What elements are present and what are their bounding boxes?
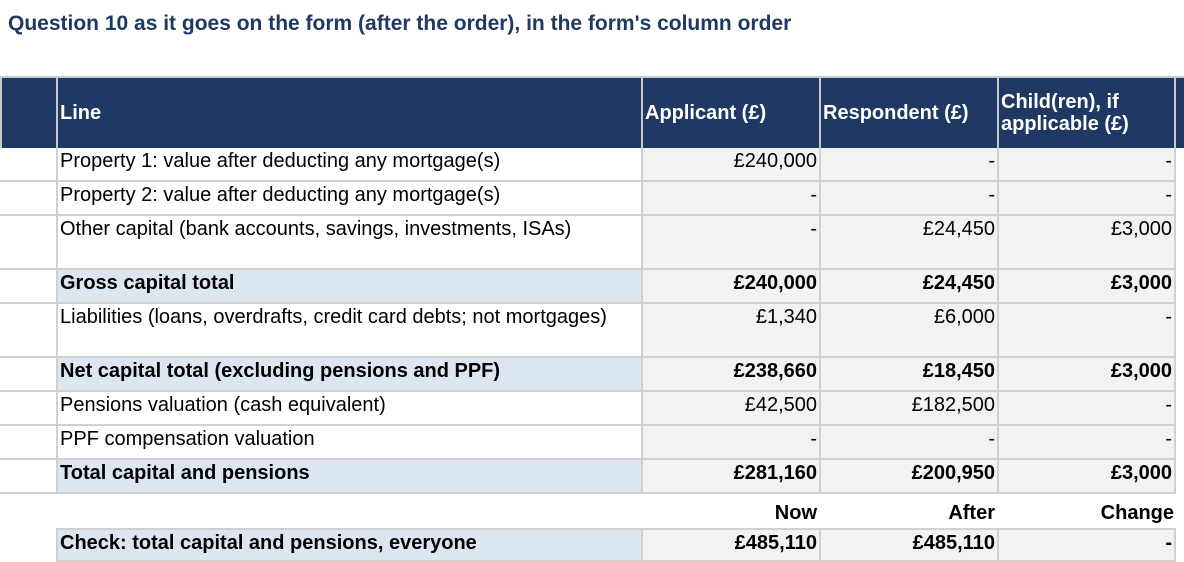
respondent-value: - <box>819 426 997 460</box>
row-spacer <box>0 270 56 304</box>
row-spacer <box>0 182 56 216</box>
column-header-children: Child(ren), if applicable (£) <box>997 78 1176 148</box>
respondent-value: £24,450 <box>819 270 997 304</box>
table-row <box>0 426 1184 460</box>
row-label: Property 1: value after deducting any mortgage(s) <box>56 148 641 182</box>
column-header-respondent: Respondent (£) <box>819 78 997 148</box>
children-value: £3,000 <box>997 358 1176 392</box>
table-row <box>0 392 1184 426</box>
check-column-labels <box>0 494 1184 528</box>
children-value: - <box>997 426 1176 460</box>
table-row <box>0 148 1184 182</box>
row-label: PPF compensation valuation <box>56 426 641 460</box>
row-spacer <box>0 392 56 426</box>
applicant-value: £238,660 <box>641 358 819 392</box>
column-header-line: Line <box>56 78 641 148</box>
table-row <box>0 304 1184 358</box>
table-row <box>0 182 1184 216</box>
page-title: Question 10 as it goes on the form (after the order), in the form's column order <box>8 12 792 35</box>
after-label: After <box>948 502 995 524</box>
row-spacer <box>0 148 56 182</box>
respondent-value: £6,000 <box>819 304 997 358</box>
table-row <box>0 216 1184 270</box>
row-label: Gross capital total <box>56 270 641 304</box>
applicant-value: - <box>641 426 819 460</box>
row-spacer <box>0 528 56 562</box>
change-label: Change <box>1100 502 1174 524</box>
respondent-value: £182,500 <box>819 392 997 426</box>
column-header-applicant: Applicant (£) <box>641 78 819 148</box>
respondent-value: £18,450 <box>819 358 997 392</box>
table-row-total <box>0 270 1184 304</box>
row-label: Pensions valuation (cash equivalent) <box>56 392 641 426</box>
applicant-value: £281,160 <box>641 460 819 494</box>
row-spacer <box>0 426 56 460</box>
check-after-value: £485,110 <box>819 528 997 562</box>
label-spacer <box>56 494 641 528</box>
respondent-value: - <box>819 182 997 216</box>
row-label: Other capital (bank accounts, savings, investments, ISAs) <box>56 216 641 270</box>
children-value: - <box>997 148 1176 182</box>
children-value: £3,000 <box>997 270 1176 304</box>
check-label: Check: total capital and pensions, everyone <box>56 528 641 562</box>
children-value: - <box>997 392 1176 426</box>
check-row <box>0 528 1184 562</box>
row-spacer <box>0 358 56 392</box>
now-label: Now <box>774 502 817 524</box>
respondent-value: - <box>819 148 997 182</box>
row-label: Net capital total (excluding pensions and PPF) <box>56 358 641 392</box>
table-row-total <box>0 460 1184 494</box>
row-label: Property 2: value after deducting any mortgage(s) <box>56 182 641 216</box>
row-header-corner <box>0 78 56 148</box>
respondent-value: £24,450 <box>819 216 997 270</box>
children-value: - <box>997 304 1176 358</box>
applicant-value: £1,340 <box>641 304 819 358</box>
children-value: - <box>997 182 1176 216</box>
row-spacer <box>0 304 56 358</box>
check-now-value: £485,110 <box>641 528 819 562</box>
row-spacer <box>0 460 56 494</box>
respondent-value: £200,950 <box>819 460 997 494</box>
applicant-value: £240,000 <box>641 148 819 182</box>
row-label: Total capital and pensions <box>56 460 641 494</box>
children-value: £3,000 <box>997 216 1176 270</box>
table-row-total <box>0 358 1184 392</box>
applicant-value: - <box>641 182 819 216</box>
row-spacer <box>0 494 56 528</box>
children-value: £3,000 <box>997 460 1176 494</box>
applicant-value: £240,000 <box>641 270 819 304</box>
applicant-value: £42,500 <box>641 392 819 426</box>
check-change-value: - <box>997 528 1176 562</box>
table-header-row <box>0 76 1184 148</box>
row-spacer <box>0 216 56 270</box>
capital-table <box>0 76 1184 562</box>
applicant-value: - <box>641 216 819 270</box>
row-label: Liabilities (loans, overdrafts, credit card debts; not mortgages) <box>56 304 641 358</box>
